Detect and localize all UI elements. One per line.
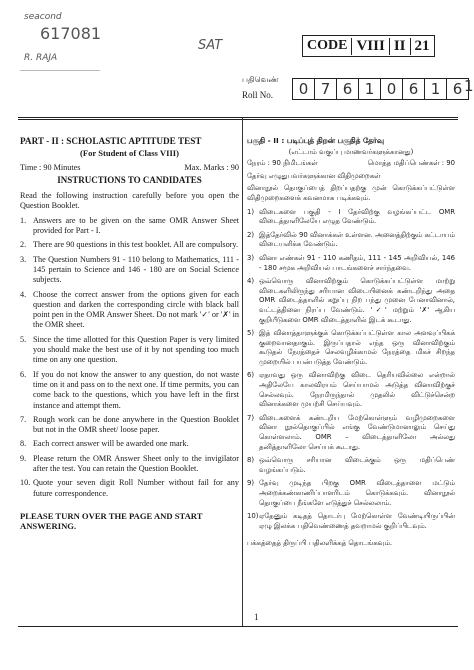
english-time-marks (20, 163, 239, 173)
tamil-footer: பக்கத்தைத் திருப்பி பதிலளிக்கத் தொடங்கவும். (247, 539, 393, 548)
instruction-text: ஒவ்வொரு வினாவிற்கும் கொடுக்கப்பட்டுள்ள மாற்று விடைகளிலிருந்து சரியான விடையினைக் கண்டறிந்து அதை OMR விடைத்தாளில் கறுப்பு நிற பந்து முனை பேனாவினால், வட்டத்தினை நிரப்ப வேண்டும். '✓' மற்றும் '✗' ஆகிய குறியீடுகளை OMR விடைத்தாளில் இடக் கூடாது. (259, 277, 455, 324)
code-part: II (389, 38, 410, 55)
top-rule (18, 117, 458, 118)
instruction-item (247, 231, 455, 250)
instruction-number: 5) (247, 329, 255, 338)
instruction-item (20, 415, 239, 436)
instruction-text: The Question Numbers 91 - 110 belong to Mathematics, 111 - 145 pertain to Science and 146 - 180 are on Social Science subjects. (33, 254, 239, 285)
instruction-text: There are 90 questions in this test booklet. All are compulsory. (33, 240, 239, 250)
instruction-text: தேர்வு முடிந்த பிறகு OMR விடைத்தாளை மட்டும் அறைக்கண்காணிப்பாளரிடம் கொடுக்கவும். வினாநூல் தொகுப்பை நீங்களே எடுத்துச் செல்லலாம். (259, 479, 455, 507)
roll-digit: 1 (425, 79, 447, 99)
instruction-number: 4. (20, 289, 27, 299)
instruction-item (247, 512, 455, 531)
instruction-item (247, 254, 455, 273)
page-number: 1 (254, 612, 259, 622)
instruction-item (247, 277, 455, 325)
instruction-number: 6) (247, 371, 255, 380)
handwritten-number: 617081 (40, 24, 102, 43)
instruction-text: ஏதாவது ஒரு வினாவிற்கு விடை தெரியவில்லை என்றால் அதிலேயே காலவிரயம் செய்யாமல் அடுத்த வினாவிற்குச் செல்லவும். நேரமிருந்தால் முதலில் விட்டுச்சென்ற வினாக்களை முயற்சி செய்யவும். (259, 371, 455, 409)
instruction-item (247, 479, 455, 508)
instruction-number: 4) (247, 277, 255, 286)
roll-digit: 6 (337, 79, 359, 99)
instruction-number: 5. (20, 334, 27, 344)
instruction-number: 8) (247, 456, 255, 465)
instruction-text: Since the time allotted for this Question Paper is very limited you should make the best use of it by not spending too much time on any one question. (33, 334, 239, 365)
handwritten-name: R. RAJA (24, 53, 58, 63)
instruction-item (20, 478, 239, 499)
instruction-number: 2) (247, 230, 255, 239)
english-title: PART - II : SCHOLASTIC APTITUDE TEST (20, 136, 202, 146)
english-subtitle: (For Student of Class VIII) (80, 148, 179, 159)
instruction-text: விடைகளை பகுதி - I தேர்விற்கு வழங்கப்பட்ட OMR விடைத்தாளிலேயே எழுத வேண்டும். (259, 207, 455, 226)
tamil-items (247, 208, 455, 532)
english-heading: INSTRUCTIONS TO CANDIDATES (57, 174, 202, 185)
tamil-heading: தேர்வு எழுதுபவர்களுக்கான விதிமுறைகள் (247, 171, 381, 180)
bottom-rule (18, 626, 458, 627)
roll-label-ta: பதிவெண் (242, 75, 279, 84)
roll-label: Roll No. (242, 90, 274, 100)
instruction-text: வினா எண்கள் 91 - 110 கணிதம், 111 - 145 அறிவியல், 146 - 180 சமூக அறிவியல் பாடங்களைச் சார்ந்தவை. (259, 253, 455, 272)
english-instructions (20, 136, 239, 532)
instruction-item (20, 439, 239, 449)
instruction-item (20, 290, 239, 331)
roll-digit: 0 (293, 79, 315, 99)
instruction-number: 8. (20, 439, 27, 449)
tamil-subtitle: (எட்டாம் வகுப்பு மாணவர்களுக்கானது) (288, 147, 414, 156)
marks-label: Max. Marks : 90 (184, 162, 239, 172)
instruction-item (20, 255, 239, 286)
instruction-number: 9. (20, 453, 27, 463)
instruction-text: ஒவ்வொரு சரியான விடைக்கும் ஒரு மதிப்பெண் வழங்கப்படும். (259, 456, 455, 474)
instruction-number: 6. (20, 369, 27, 379)
instruction-number: 7. (20, 414, 27, 424)
roll-digit: 7 (315, 79, 337, 99)
roll-extra-digit: 1 (464, 77, 474, 95)
instruction-item (247, 329, 455, 367)
instruction-text: Please return the OMR Answer Sheet only to the invigilator after the test. You can retain the Question Booklet. (33, 453, 239, 474)
instruction-item (247, 414, 455, 452)
tamil-intro: வினாநூல் தொகுப்பைத் திறப்பதற்கு முன் கொடுக்கப்பட்டுள்ள விதிமுறைகளைக் கவனமாக படிக்கவும். (247, 184, 455, 202)
top-rule-2 (18, 119, 458, 120)
instruction-item (247, 208, 455, 227)
instruction-item (20, 216, 239, 237)
tamil-instructions (247, 136, 455, 549)
instruction-number: 1. (20, 215, 27, 225)
name-underline (20, 70, 100, 71)
instruction-item (20, 240, 239, 250)
instruction-item (20, 370, 239, 411)
time-label: Time : 90 Minutes (20, 162, 81, 172)
roll-digit: 6 (452, 80, 463, 98)
handwritten-note: seacond (24, 12, 62, 22)
instruction-number: 10) (247, 512, 259, 521)
instruction-text: Answers are to be given on the same OMR Answer Sheet provided for Part - I. (33, 215, 239, 236)
instruction-text: விடைகளைக் கண்டறிய மேற்கொள்ளும் வழிமுறைகளை வினா நூல்தொகுப்பில் எங்கு வேண்டுமானாலும் செய்து கொள்ளலாம். OMR – விடைத்தாளிலோ அல்லது தனித்தாளிலோ செய்யக் கூடாது. (259, 413, 455, 451)
roll-digit: 0 (381, 79, 403, 99)
code-class: VIII (351, 38, 388, 55)
english-items (20, 216, 239, 499)
instruction-item (247, 371, 455, 409)
instruction-item (20, 454, 239, 475)
code-label: CODE (307, 38, 348, 53)
tamil-time: நேரம் : 90 நிமிடங்கள் (247, 159, 318, 168)
tamil-marks: மொத்த மதிப்பெண்கள் : 90 (367, 159, 455, 168)
instruction-number: 3. (20, 254, 27, 264)
instruction-item (20, 335, 239, 366)
tamil-title: பகுதி - II : படிப்புத் திறன் பகுதித் தேர்வு (247, 136, 384, 145)
roll-digit: 1 (359, 79, 381, 99)
instruction-text: Quote your seven digit Roll Number without fail for any future correspondence. (33, 478, 239, 498)
english-footer: PLEASE TURN OVER THE PAGE AND START ANSWERING. (20, 510, 203, 532)
instruction-number: 2. (20, 240, 27, 250)
handwritten-sat: SAT (198, 38, 223, 53)
code-box (302, 35, 435, 57)
instruction-number: 9) (247, 479, 255, 488)
column-divider (242, 118, 243, 626)
english-intro: Read the following instruction carefully before you open the Question Booklet. (20, 191, 239, 211)
instruction-text: If you do not know the answer to any question, do not waste time on it and pass on to the next one. If time permits, you can come back to the questions, which you have left in the first instance and attempt them. (33, 369, 239, 410)
instruction-text: Choose the correct answer from the options given for each question and darken the corresponding circle with black ball point pen in the OMR Answer Sheet. Do not mark '✓' or '✗' in the OMR sheet. (33, 289, 239, 330)
roll-number-boxes (292, 78, 469, 100)
instruction-number: 3) (247, 253, 255, 262)
tamil-time-marks (247, 159, 455, 169)
instruction-text: இத் வினாத்தாளுக்குக் கொடுக்கப்பட்டுள்ள கால அளவுப்பிகக் குறைவானதாகும். இருப்பதால் எந்த ஒரு வினாவிற்கும் கூடுதல் நேரத்தைச் செலவழிக்காமல் நேரத்தை மிகச் சிறந்த முறையில் பயன்படுத்த வேண்டும். (259, 329, 455, 366)
roll-digit: 6 (403, 79, 425, 99)
instruction-text: இத்தேர்வில் 90 வினாக்கள் உள்ளன. அனைத்திற்கும் கட்டாயம் விடையளிக்க வேண்டும். (259, 230, 455, 249)
instruction-item (247, 456, 455, 475)
code-number: 21 (410, 38, 434, 55)
instruction-number: 1) (247, 207, 255, 216)
instruction-text: Rough work can be done anywhere in the Question Booklet but not in the OMR sheet/ loose paper. (33, 414, 239, 435)
instruction-text: Each correct answer will be awarded one mark. (33, 439, 189, 449)
instruction-text: ஏதேனும் கடிதத் தொடர்பு மேற்கொள்ள வேண்டியிருப்பின் ஏழு இலக்க பதிவெண்ணைத் தவறாமல் குறிப்பிடவும். (259, 512, 455, 530)
instruction-number: 10. (20, 478, 31, 488)
instruction-number: 7) (247, 413, 255, 422)
